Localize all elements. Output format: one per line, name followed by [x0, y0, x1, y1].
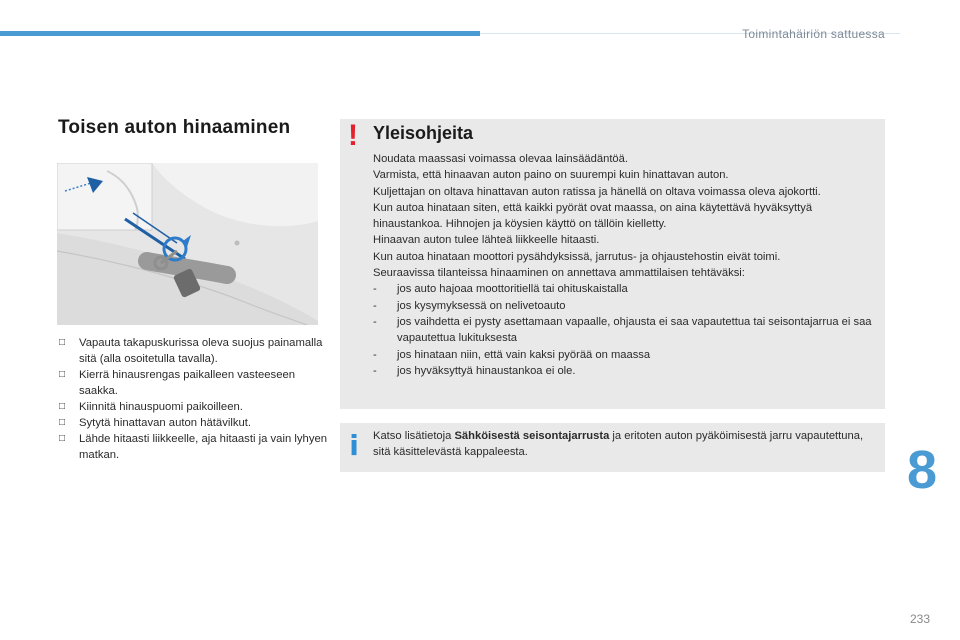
section-title: Toisen auton hinaaminen: [58, 117, 291, 138]
list-item: [58, 431, 328, 463]
warning-line: Seuraavissa tilanteissa hinaaminen on annettava ammattilaisen tehtäväksi:: [373, 267, 745, 280]
warning-line: Kun autoa hinataan siten, että kaikki pyörät ovat maassa, on aina käytettävä hyväksyttyä hinaustankoa. Hihnojen ja köysien käyttö on tällöin kielletty.: [373, 201, 813, 231]
step-text: Lähde hitaasti liikkeelle, aja hitaasti ja vain lyhyen matkan.: [79, 433, 328, 461]
warning-line: Hinaavan auton tulee lähteä liikkeelle hitaasti.: [373, 234, 600, 247]
warning-title: Yleisohjeita: [373, 123, 474, 143]
checkbox-icon: □: [59, 401, 66, 412]
info-link-text: Sähköisestä seisontajarrusta: [454, 430, 610, 442]
info-icon: i: [349, 429, 359, 462]
procedure-steps: [58, 335, 328, 463]
warning-line: Varmista, että hinaavan auton paino on suurempi kuin hinattavan auton.: [373, 169, 729, 182]
exclamation-icon: !: [348, 119, 358, 152]
warning-line: Noudata maassasi voimassa olevaa lainsäädäntöä.: [373, 153, 628, 165]
dash-marker: -: [373, 364, 377, 377]
checkbox-icon: □: [59, 369, 66, 380]
info-text: Katso lisätietoja Sähköisestä seisontajarrusta ja eritoten auton pyäköimisestä jarru vapautettuna, sitä käsittelevästä kappaleesta.: [373, 430, 864, 459]
warning-sub-item: - jos hyväksyttyä hinaustankoa ei ole.: [373, 363, 878, 379]
dash-marker: -: [373, 283, 377, 296]
warning-sub-item: - jos vaihdetta ei pysty asettamaan vapaalle, ohjausta ei saa vapautettua tai seisontajarrua ei saa vapautettua lukituksesta: [373, 315, 872, 345]
checkbox-icon: □: [59, 337, 66, 348]
warning-sub-item: - jos auto hajoaa moottoritiellä tai ohituskaistalla: [373, 281, 878, 297]
list-item: [58, 367, 328, 399]
dash-marker: -: [373, 299, 377, 312]
warning-sub-item: - jos kysymyksessä on nelivetoauto: [373, 298, 878, 314]
warning-body: [373, 151, 878, 379]
checkbox-icon: □: [59, 417, 66, 428]
dash-marker: -: [373, 348, 377, 361]
step-text: Vapauta takapuskurissa oleva suojus painamalla sitä (alla osoitetulla tavalla).: [79, 337, 323, 365]
towing-eye-diagram: [57, 163, 318, 325]
warning-line: Kun autoa hinataan moottori pysähdyksissä, jarrutus- ja ohjaustehostin eivät toimi.: [373, 250, 781, 263]
list-item: [58, 415, 328, 431]
warning-sub-item: - jos hinataan niin, että vain kaksi pyörää on maassa: [373, 347, 878, 363]
step-text: Sytytä hinattavan auton hätävilkut.: [79, 417, 252, 429]
header-accent-bar: [0, 31, 480, 36]
list-item: [58, 335, 328, 367]
chapter-number: 8: [906, 440, 938, 500]
towing-illustration: [57, 163, 318, 325]
list-item: [58, 399, 328, 415]
dash-marker: -: [373, 315, 377, 328]
checkbox-icon: □: [59, 433, 66, 444]
page-number: 233: [910, 612, 931, 626]
step-text: Kiinnitä hinauspuomi paikoilleen.: [79, 401, 243, 413]
step-text: Kierrä hinausrengas paikalleen vasteeseen saakka.: [79, 369, 296, 397]
warning-line: Kuljettajan on oltava hinattavan auton ratissa ja hänellä on oltava voimassa oleva ajokortti.: [373, 185, 821, 198]
chapter-title: Toimintahäiriön sattuessa: [742, 27, 885, 41]
